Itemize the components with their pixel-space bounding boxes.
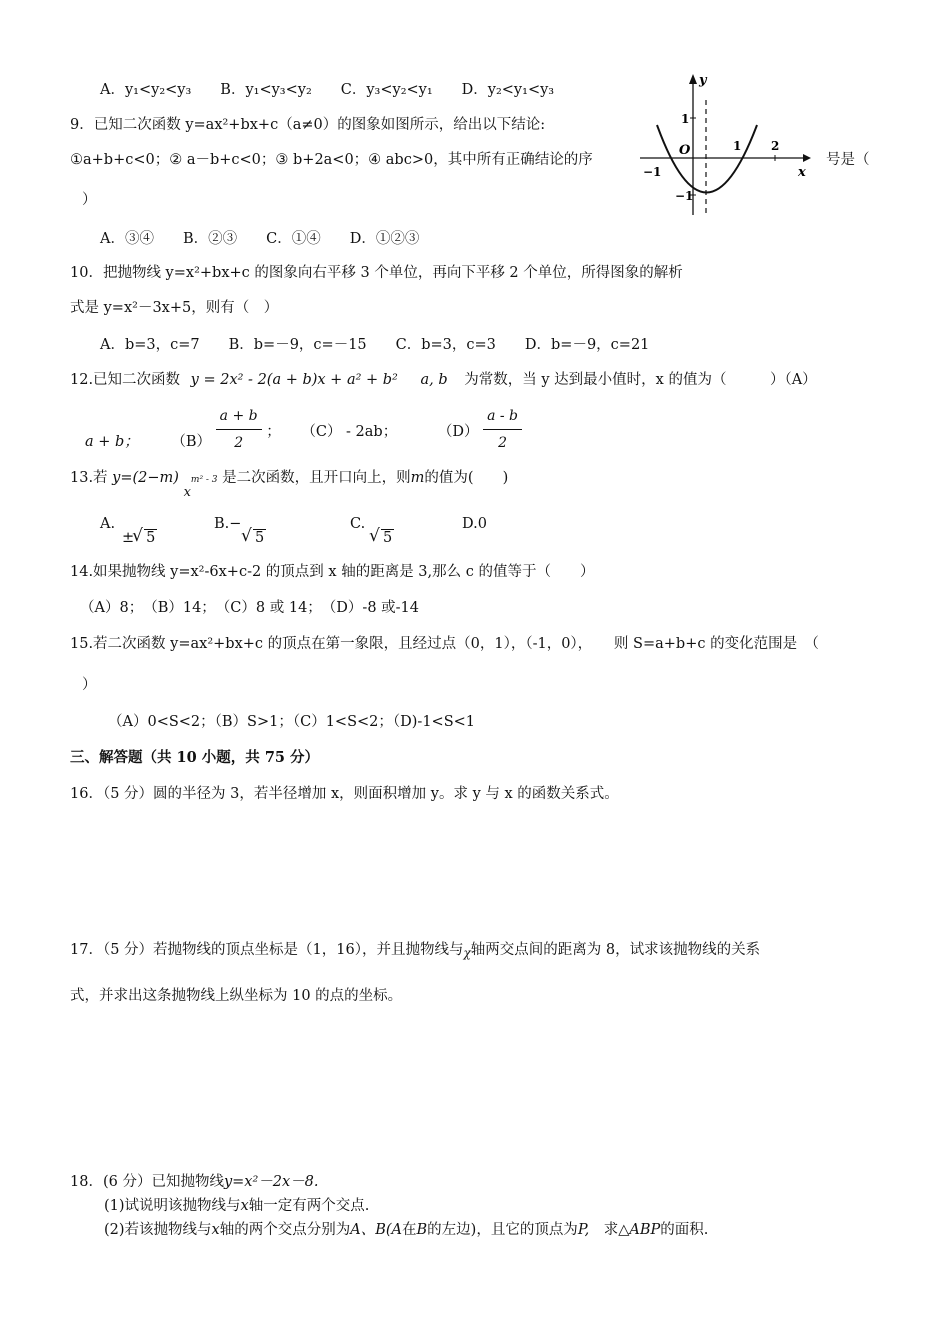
q14-options: （A）8； （B）14； （C）8 或 14； （D）-8 或-14 — [80, 600, 419, 616]
q18-line3-AB: A、B(A — [350, 1222, 402, 1238]
q18-line3-c: 在 — [402, 1222, 417, 1238]
q15-options: （A）0<S<2；（B）S>1；（C）1<S<2；（D)-1<S<1 — [108, 714, 476, 730]
q12-prefix: 12.已知二次函数 — [70, 372, 181, 388]
x-tick-1-label: 1 — [733, 139, 742, 153]
q12-option-b-label: （B） — [171, 433, 212, 450]
q12-option-d-num: a - b — [483, 405, 522, 430]
q8-options: A．y₁<y₂<y₃ B．y₁<y₃<y₂ C．y₃<y₂<y₁ D．y₂<y₁<y₃ — [100, 82, 555, 98]
y-tick-1-label: 1 — [681, 112, 690, 126]
y-axis-arrow — [689, 74, 697, 84]
q13-option-b-value — [243, 528, 266, 548]
q17-line1-b: 轴两交点间的距离为 8，试求该抛物线的关系 — [470, 942, 761, 958]
q12-options: a + b； （B） $\frac{a + b}{2}$ ； （C） - 2ab； （D） $\frac{a - b}{2}$ — [85, 405, 522, 454]
q12-stem — [70, 370, 817, 390]
y-tick-neg1-label: −1 — [675, 189, 694, 203]
q13-option-a-label: A. — [100, 516, 116, 532]
q13-option-c-radicand: 5 — [383, 530, 393, 546]
q13-stem — [70, 464, 509, 500]
q18-line3 — [104, 1220, 708, 1240]
q12-option-b-fraction — [216, 405, 262, 454]
q12-option-d-fraction — [483, 405, 522, 454]
x-tick-neg1-label: −1 — [643, 165, 662, 179]
q13-option-c-label: C. — [350, 516, 366, 532]
q17-line2: 式，并求出这条抛物线上纵坐标为 10 的点的坐标。 — [70, 988, 403, 1004]
q18-line3-b: 轴的两个交点分别为 — [219, 1222, 351, 1238]
q13-suffix2: 的值为( ) — [424, 469, 509, 486]
q18-line3-x: x — [211, 1222, 220, 1238]
q18-line2 — [104, 1196, 369, 1216]
q13-m: m — [410, 469, 425, 486]
q16-stem: 16．（5 分）圆的半径为 3，若半径增加 x，则面积增加 y。求 y 与 x 的函数关系式。 — [70, 786, 619, 802]
q13-option-b-radicand: 5 — [255, 530, 265, 546]
q13-option-a-pm: ± — [122, 530, 135, 546]
q13-option-b-radical — [243, 528, 266, 548]
q18-line3-P: P, — [577, 1222, 590, 1238]
q18-line2-x: x — [240, 1198, 249, 1214]
q13-option-b-label: B.− — [214, 516, 242, 532]
q13-option-c-radical — [371, 528, 394, 548]
q17-line1 — [70, 940, 760, 960]
q12-option-b-num: a + b — [216, 405, 262, 430]
q12-option-d-den: 2 — [498, 435, 508, 451]
q9-options: A．③④ B．②③ C．①④ D．①②③ — [100, 231, 420, 247]
q13-exponent: m² - 3 — [190, 475, 218, 485]
q12-option-a: a + b； — [85, 433, 139, 450]
q13-option-a-radical — [134, 528, 157, 548]
y-axis-label: y — [699, 73, 707, 88]
q18-line3-d: 的左边)，且它的顶点为 — [427, 1222, 578, 1238]
q10-stem-line2: 式是 y=x²－3x+5，则有（ ） — [70, 300, 279, 316]
q10-options: A．b=3，c=7 B．b=－9，c=－15 C．b=3，c=3 D．b=－9，c=21 — [100, 337, 650, 353]
q13-option-c-value — [371, 528, 394, 548]
x-axis-label: x — [798, 165, 806, 180]
q15-stem: 15.若二次函数 y=ax²+bx+c 的顶点在第一象限，且经过点（0，1），（-1，0）， 则 S=a+b+c 的变化范围是 （ — [70, 636, 819, 652]
q13-option-a-radicand: 5 — [146, 530, 156, 546]
q18-formula: y=x²－2x－8. — [223, 1174, 319, 1190]
q13-base: x — [183, 484, 191, 500]
q18-line3-B: B — [416, 1222, 428, 1238]
q9-stem-line2: ①a+b+c<0；② a－b+c<0；③ b+2a<0；④ abc>0，其中所有正确结论的序 — [70, 152, 593, 168]
origin-label: O — [679, 143, 691, 158]
q13-formula: y=(2−m) — [112, 469, 179, 486]
q12-ab: a, b — [420, 372, 448, 388]
q13-prefix: 13.若 — [70, 469, 108, 486]
q9-stem-line1: 9．已知二次函数 y=ax²+bx+c（a≠0）的图象如图所示，给出以下结论: — [70, 117, 546, 133]
q9-stem-line2-tail: 号是（ — [826, 152, 870, 168]
section-3-heading: 三、解答题（共 10 小题，共 75 分） — [70, 749, 320, 766]
q12-option-b-den: 2 — [234, 435, 244, 451]
q9-stem-line3: ） — [82, 192, 97, 208]
q12-option-d-label: （D） — [437, 423, 479, 440]
q12-mid: 为常数，当 y 达到最小值时，x 的值为（ ）（A） — [464, 372, 817, 388]
q18-line3-f: 的面积. — [660, 1222, 709, 1238]
q12-option-c: （C） - 2ab； — [301, 423, 398, 440]
q13-option-a-value — [122, 528, 157, 548]
q18-line3-a: (2)若该抛物线与 — [104, 1222, 212, 1238]
parabola-curve — [657, 125, 757, 193]
q17-chi: χ — [463, 946, 471, 960]
q18-line3-ABP: ABP — [629, 1222, 661, 1238]
q9-parabola-graph — [635, 70, 815, 220]
q18-line3-e: 求△ — [589, 1222, 630, 1238]
q13-option-d: D.0 — [462, 516, 487, 532]
q15-stem-line2: ） — [82, 677, 97, 693]
q14-stem: 14.如果抛物线 y=x²-6x+c-2 的顶点到 x 轴的距离是 3,那么 c 的值等于（ ） — [70, 564, 595, 580]
q13-suffix: 是二次函数，且开口向上，则 — [222, 469, 411, 486]
q10-stem-line1: 10．把抛物线 y=x²+bx+c 的图象向右平移 3 个单位，再向下平移 2 个单位，所得图象的解析 — [70, 265, 683, 281]
q18-line2-b: 轴一定有两个交点. — [248, 1198, 370, 1214]
q17-line1-a: 17．（5 分）若抛物线的顶点坐标是（1，16），并且抛物线与 — [70, 942, 464, 958]
q18-line2-a: (1)试说明该抛物线与 — [104, 1198, 241, 1214]
q12-formula: y = 2x² - 2(a + b)x + a² + b² — [190, 372, 398, 388]
q18-line1-a: 18．(6 分）已知抛物线 — [70, 1174, 224, 1190]
q18-line1 — [70, 1172, 319, 1192]
x-axis-arrow — [803, 154, 811, 162]
x-tick-2-label: 2 — [771, 139, 780, 153]
